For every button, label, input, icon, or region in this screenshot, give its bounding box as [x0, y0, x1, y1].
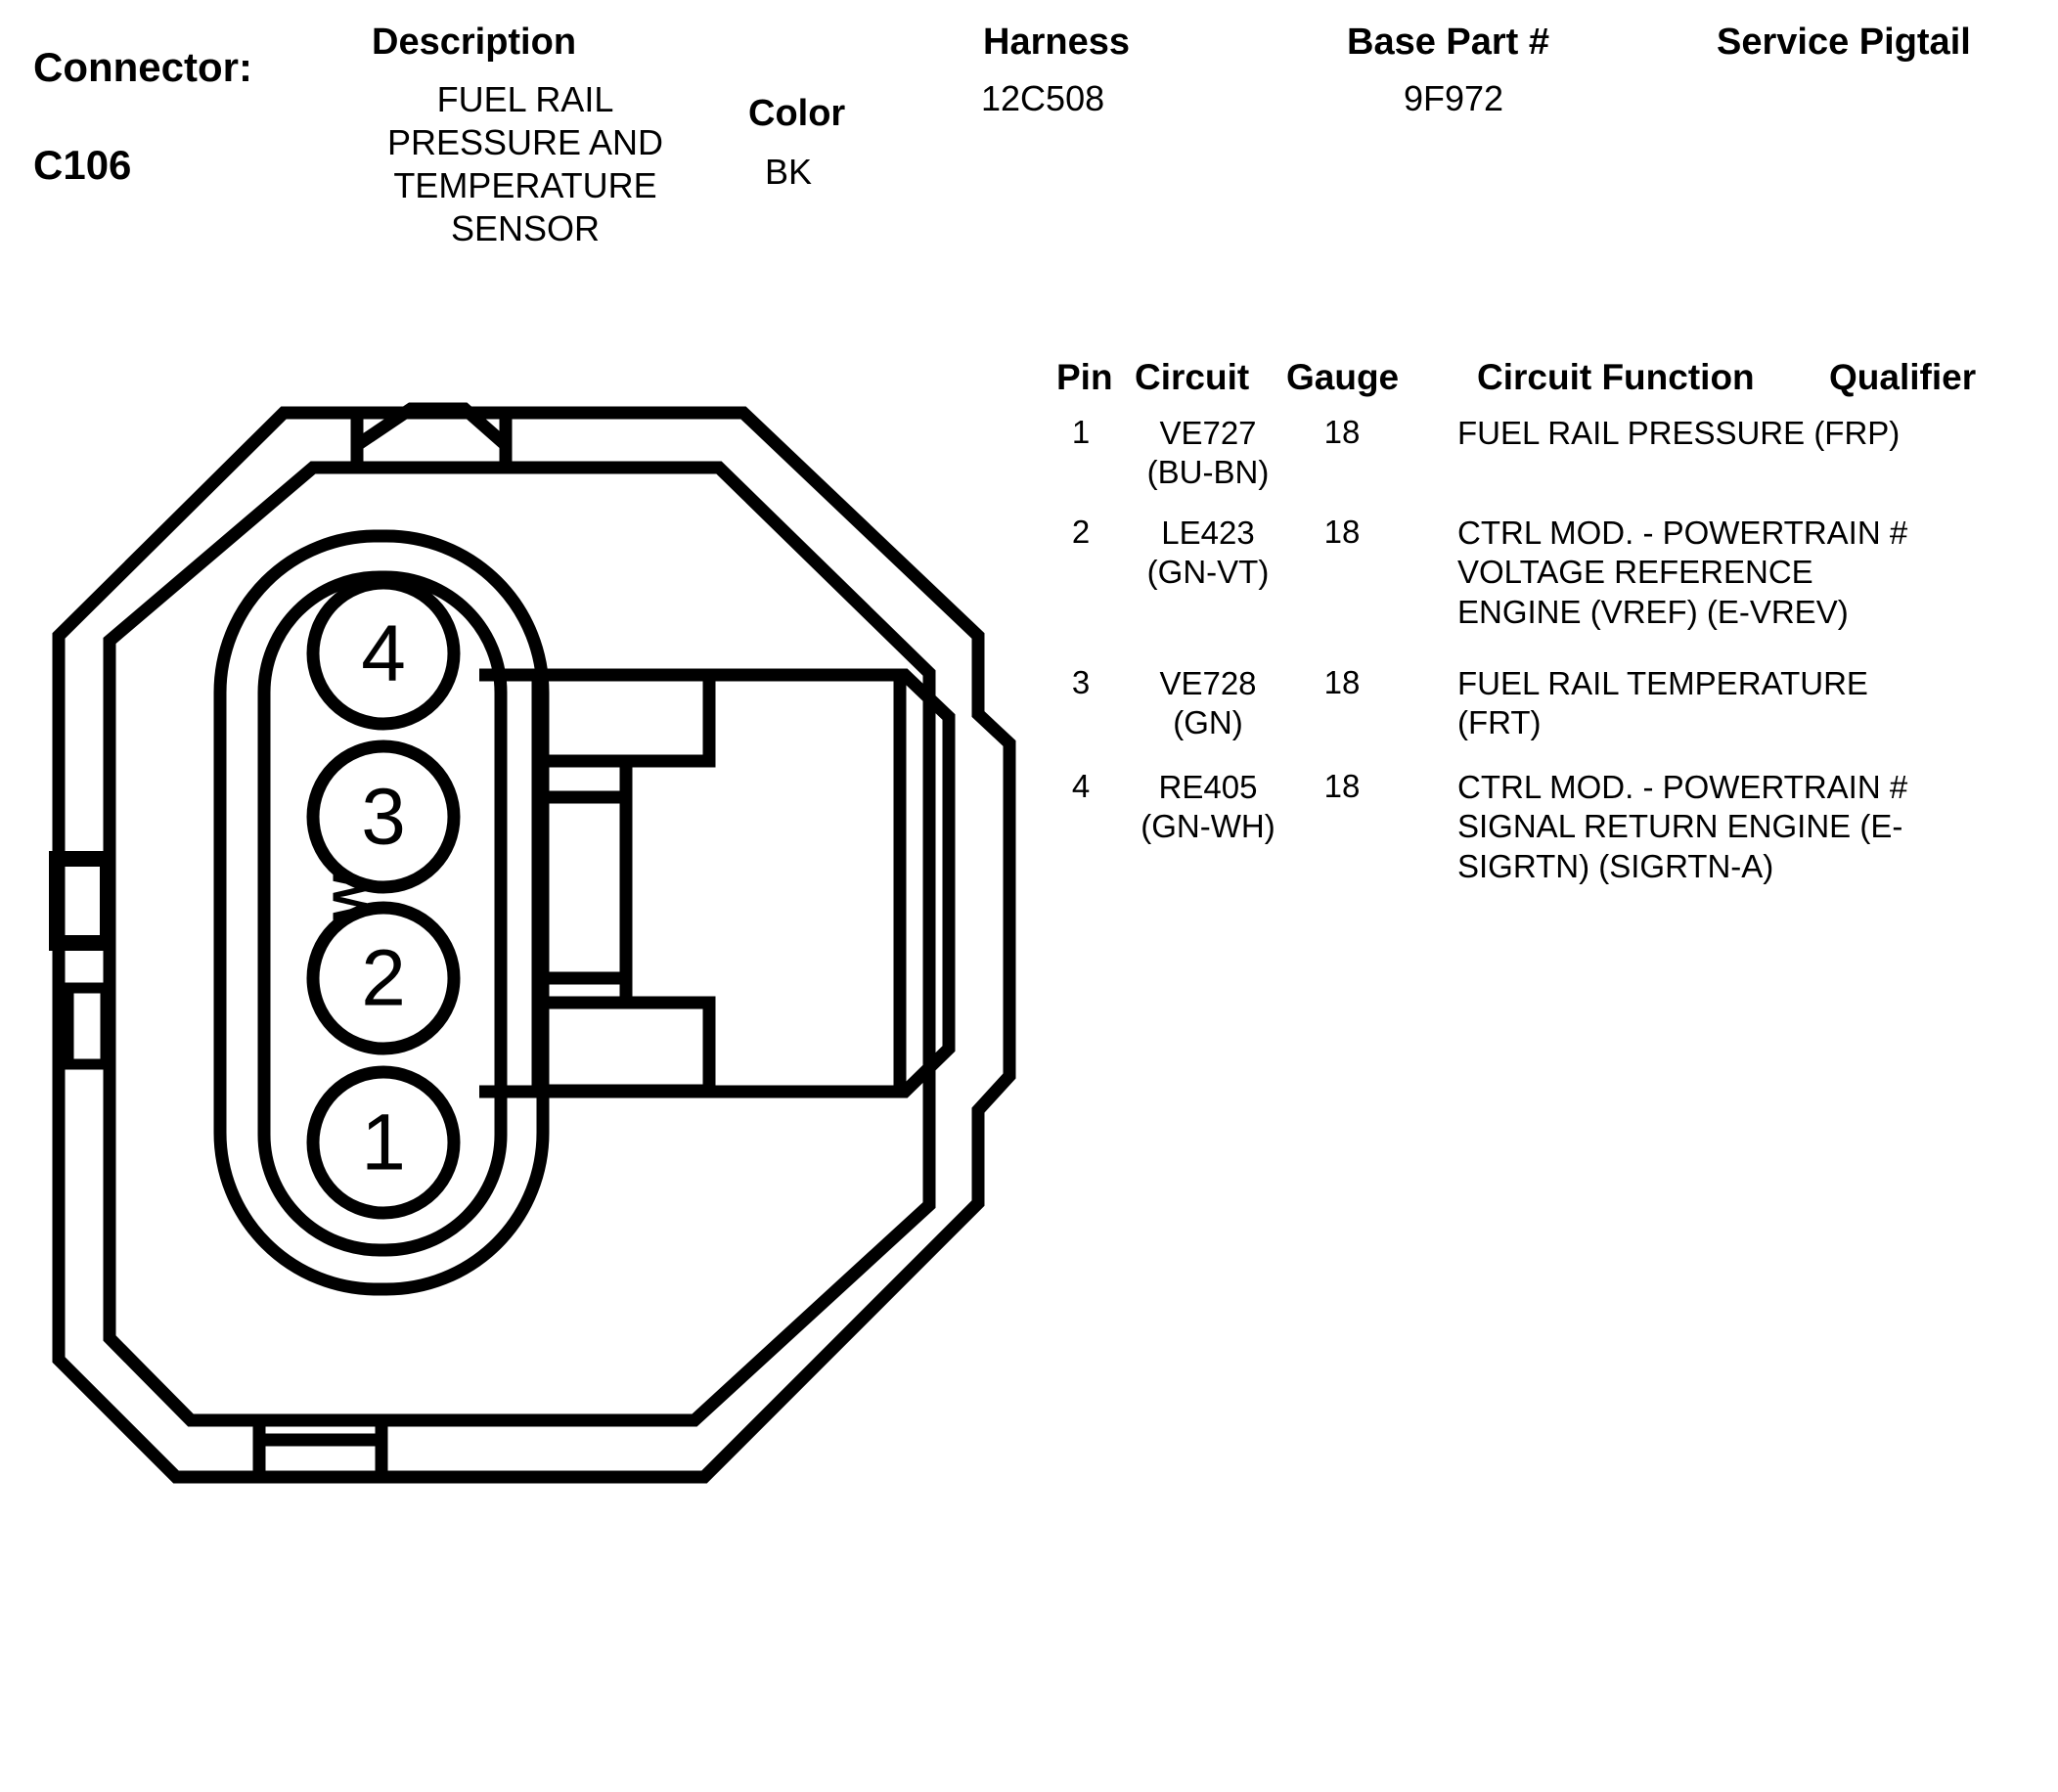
circuit-code: VE727: [1159, 415, 1257, 451]
cell-circuit: [1125, 514, 1291, 593]
harness-value: 12C508: [981, 78, 1105, 118]
color-value: BK: [765, 152, 813, 192]
latch-window-bottom: [538, 1003, 709, 1091]
cell-pin: 2: [1071, 514, 1091, 550]
column-header-gauge: Gauge: [1286, 357, 1400, 397]
left-slot-small: [68, 988, 106, 1064]
latch-inner-frame: [538, 675, 900, 1092]
table-row: [1047, 414, 2044, 508]
description-label: Description: [372, 22, 577, 63]
cell-circuit-function: CTRL MOD. - POWERTRAIN # VOLTAGE REFERENCE ENGINE (VREF) (E-VREV): [1457, 515, 1908, 630]
base-part-value: 9F972: [1404, 78, 1504, 118]
left-slot-large: [57, 859, 108, 943]
cell-circuit-function: FUEL RAIL TEMPERATURE (FRT): [1457, 665, 1868, 741]
column-header-qualifier: Qualifier: [1829, 357, 1977, 397]
pin-table-header: [1047, 357, 2044, 408]
cell-pin: 1: [1071, 414, 1091, 450]
bottom-tab: [259, 1420, 381, 1477]
latch-window-middle: [538, 797, 626, 978]
circuit-color-code: (GN): [1173, 704, 1243, 741]
column-header-pin: Pin: [1056, 357, 1113, 397]
keying-mark-w: W: [323, 874, 378, 920]
cell-circuit-function: FUEL RAIL PRESSURE (FRP): [1457, 415, 1901, 451]
column-header-circuit: Circuit: [1135, 357, 1250, 397]
cell-circuit: [1125, 414, 1291, 493]
description-value: FUEL RAIL PRESSURE AND TEMPERATURE SENSOR: [386, 79, 664, 248]
circuit-code: LE423: [1161, 515, 1255, 551]
cell-circuit-function: CTRL MOD. - POWERTRAIN # SIGNAL RETURN ENGINE (E-SIGRTN) (SIGRTN-A): [1457, 769, 1908, 884]
cell-gauge: 18: [1323, 514, 1361, 550]
table-row: [1047, 664, 2044, 762]
cell-gauge: 18: [1323, 768, 1361, 804]
cavity-label-4: 4: [361, 608, 406, 698]
column-header-circuit-function: Circuit Function: [1477, 357, 1755, 397]
table-row: [1047, 514, 2044, 658]
cell-circuit: [1125, 664, 1291, 743]
cell-pin: 3: [1071, 664, 1091, 700]
color-label: Color: [748, 93, 846, 134]
cell-circuit: [1125, 768, 1291, 847]
base-part-label: Base Part #: [1347, 22, 1550, 63]
cavity-label-3: 3: [361, 772, 406, 862]
pin-table: [1047, 357, 2044, 895]
table-row: [1047, 768, 2044, 895]
connector-id: C106: [33, 142, 132, 188]
connector-header: [0, 0, 2058, 293]
cavity-label-2: 2: [361, 933, 406, 1023]
harness-label: Harness: [983, 22, 1130, 63]
latch-window-top: [538, 675, 709, 761]
circuit-color-code: (GN-WH): [1141, 808, 1275, 845]
circuit-color-code: (GN-VT): [1146, 554, 1270, 591]
circuit-code: RE405: [1158, 769, 1258, 805]
cell-pin: 4: [1071, 768, 1091, 804]
circuit-code: VE728: [1159, 665, 1257, 701]
service-pigtail-label: Service Pigtail: [1717, 22, 1971, 63]
cell-gauge: 18: [1323, 414, 1361, 450]
cell-gauge: 18: [1323, 664, 1361, 700]
circuit-color-code: (BU-BN): [1146, 454, 1270, 491]
cavity-label-1: 1: [361, 1098, 406, 1187]
connector-label: Connector:: [33, 44, 252, 90]
connector-face-diagram: [20, 391, 1076, 1780]
